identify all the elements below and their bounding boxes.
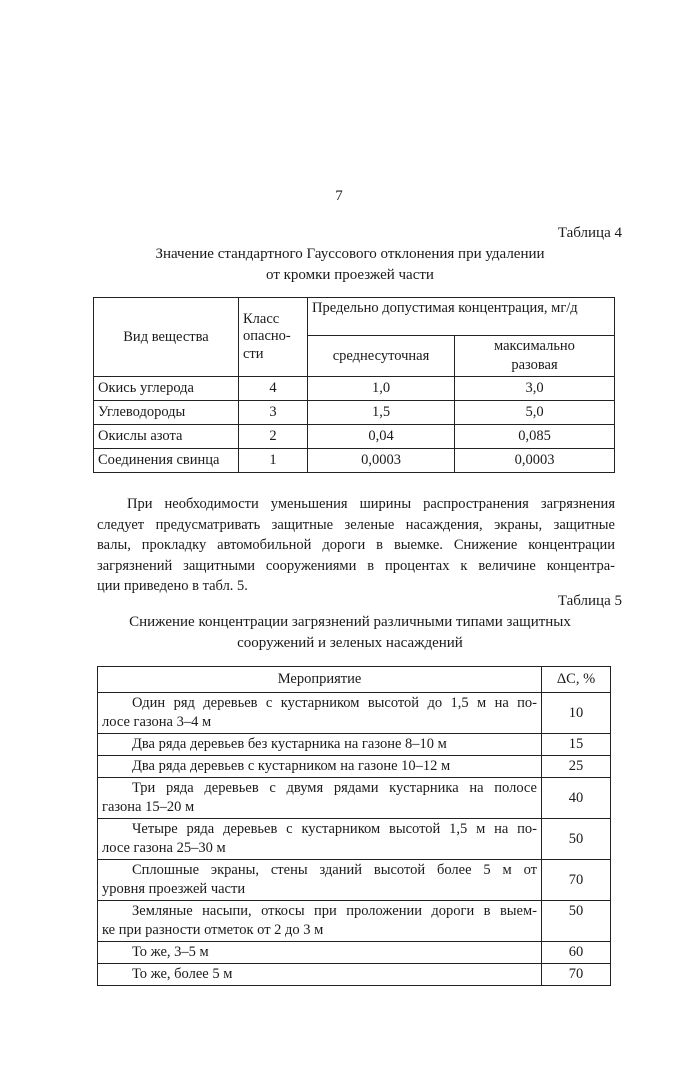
table-row [98, 693, 611, 734]
paragraph-line-text: При необходимости уменьшения ширины распространения загрязнения [127, 496, 615, 512]
t4-cell-class: 3 [239, 401, 308, 425]
table5-title-line2: сооружений и зеленых насаждений [237, 635, 463, 651]
t4-cell-class: 4 [239, 377, 308, 401]
t4-cell-single: 0,085 [455, 425, 615, 449]
t5-measure-line1: То же, более 5 м [132, 966, 233, 982]
table4-title-line1: Значение стандартного Гауссового отклонения при удалении [155, 246, 545, 262]
paragraph-line: валы, прокладку автомобильной дороги в выемке. Снижение концентрации [97, 537, 615, 553]
t5-cell-measure [98, 778, 542, 819]
t4-header-daily: среднесуточная [308, 336, 455, 377]
t5-measure-line2: ке при разности отметок от 2 до 3 м [102, 922, 324, 938]
t4-cell-daily: 1,0 [308, 377, 455, 401]
t5-measure-line1: Земляные насыпи, откосы при проложении дороги в выем- [132, 903, 537, 919]
paragraph-line: следует предусматривать защитные зеленые насаждения, экраны, защитные [97, 516, 615, 533]
t4-header-class [239, 298, 308, 377]
t5-cell-value: 10 [542, 693, 611, 734]
t5-cell-value: 40 [542, 778, 611, 819]
t4-cell-daily: 0,0003 [308, 449, 455, 473]
t5-cell-measure [98, 964, 542, 986]
t5-measure-line1: Один ряд деревьев с кустарником высотой до 1,5 м на по- [132, 695, 537, 711]
table-row [98, 942, 611, 964]
t4-cell-substance: Углеводороды [94, 401, 239, 425]
t5-cell-value: 70 [542, 964, 611, 986]
table-row [98, 819, 611, 860]
paragraph-line [97, 494, 615, 515]
t5-cell-measure [98, 756, 542, 778]
table5-title [90, 612, 610, 654]
table4 [93, 297, 615, 473]
t4-cell-single: 0,0003 [455, 449, 615, 473]
t4-cell-substance: Окислы азота [94, 425, 239, 449]
table-row [98, 860, 611, 901]
t5-cell-value: 50 [542, 901, 611, 942]
t4-header-class-l1: Класс [243, 310, 280, 327]
t5-cell-measure [98, 693, 542, 734]
table-row [94, 425, 615, 449]
t4-header-single-l1: максимально [494, 338, 575, 354]
t5-measure-line1: Четыре ряда деревьев с кустарником высотой 1,5 м на по- [132, 821, 537, 837]
t4-cell-daily: 0,04 [308, 425, 455, 449]
table-row [98, 964, 611, 986]
t5-cell-measure [98, 901, 542, 942]
table-row [98, 756, 611, 778]
t5-cell-value: 15 [542, 734, 611, 756]
t5-measure-line2: уровня проезжей части [102, 881, 246, 897]
t4-cell-substance: Соединения свинца [94, 449, 239, 473]
t5-measure-line2: лосе газона 3–4 м [102, 714, 212, 730]
table5 [97, 666, 611, 986]
t4-cell-single: 3,0 [455, 377, 615, 401]
t4-cell-daily: 1,5 [308, 401, 455, 425]
t5-cell-value: 25 [542, 756, 611, 778]
table-row [94, 401, 615, 425]
table-row [98, 901, 611, 942]
t5-measure-line1: Сплошные экраны, стены зданий высотой более 5 м от [132, 862, 537, 878]
t5-cell-measure [98, 734, 542, 756]
paragraph-line: загрязнений защитными сооружениями в процентах к величине концентра- [97, 557, 615, 574]
table5-title-line1: Снижение концентрации загрязнений различными типами защитных [129, 614, 571, 630]
t5-header-measure: Мероприятие [98, 667, 542, 693]
t5-measure-line1: Три ряда деревьев с двумя рядами кустарника на полосе [132, 780, 537, 796]
t4-header-class-l3: сти [243, 345, 264, 362]
t5-cell-value: 60 [542, 942, 611, 964]
t4-header-class-l2: опасно- [243, 328, 291, 345]
t5-measure-line2: лосе газона 25–30 м [102, 840, 226, 856]
t5-measure-line1: Два ряда деревьев с кустарником на газоне 10–12 м [132, 758, 451, 774]
t4-header-single-l2: разовая [511, 357, 558, 373]
paragraph-line: ции приведено в табл. 5. [97, 578, 248, 594]
t4-header-substance: Вид вещества [94, 298, 239, 377]
t5-header-delta: ΔC, % [542, 667, 611, 693]
t5-cell-value: 50 [542, 819, 611, 860]
table-row [94, 449, 615, 473]
t4-cell-class: 1 [239, 449, 308, 473]
table-row [98, 734, 611, 756]
table4-caption: Таблица 4 [557, 225, 622, 241]
table-row [98, 778, 611, 819]
t5-cell-measure [98, 860, 542, 901]
t4-header-max-conc: Предельно допустимая концентрация, мг/д [308, 298, 615, 336]
t4-cell-substance: Окись углерода [94, 377, 239, 401]
table4-title [90, 244, 610, 286]
t5-measure-line2: газона 15–20 м [102, 799, 195, 815]
table4-title-line2: от кромки проезжей части [266, 267, 434, 283]
t5-cell-measure [98, 942, 542, 964]
t4-cell-class: 2 [239, 425, 308, 449]
page-number: 7 [335, 188, 343, 204]
t5-cell-measure [98, 819, 542, 860]
t4-header-single [455, 336, 615, 377]
t5-measure-line1: То же, 3–5 м [132, 944, 209, 960]
t5-cell-value: 70 [542, 860, 611, 901]
table5-caption: Таблица 5 [557, 593, 622, 609]
body-paragraph [97, 494, 615, 597]
table-row [94, 377, 615, 401]
t5-measure-line1: Два ряда деревьев без кустарника на газоне 8–10 м [132, 736, 447, 752]
t4-cell-single: 5,0 [455, 401, 615, 425]
